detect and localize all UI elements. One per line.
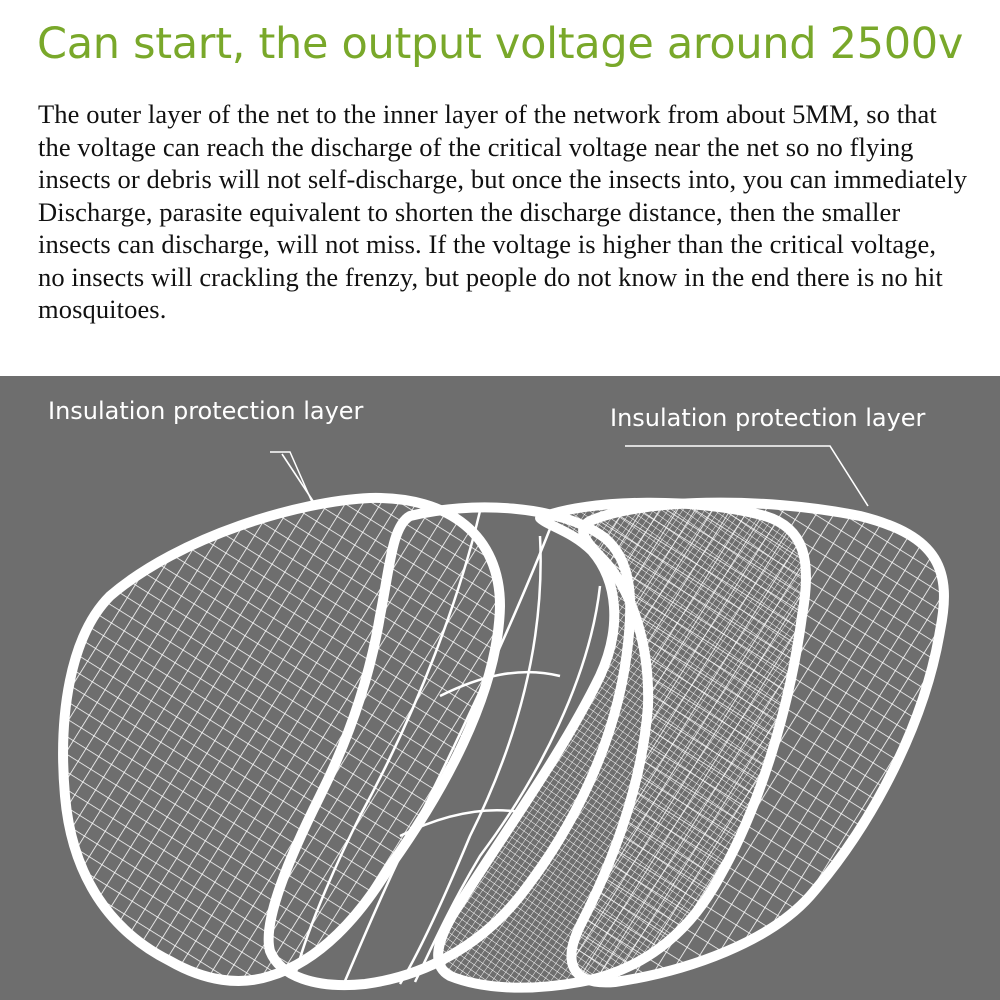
insulation-label-right: Insulation protection layer <box>610 404 926 432</box>
mesh-layers-illustration <box>0 376 1000 1000</box>
mesh-diagram <box>0 376 1000 1000</box>
insulation-label-left: Insulation protection layer <box>48 397 364 425</box>
description-text: The outer layer of the net to the inner layer of the network from about 5MM, so that the voltage can reach the discharge of the critical voltage near the net so no flying insects or debris will not self-discharge, but once the insects into, you can immediately Discharge, parasite equivalent to shorten the discharge distance, then the smaller insects can discharge, will not miss. If the voltage is higher than the critical voltage, no insects will crackling the frenzy, but people do not know in the end there is no hit mosquitoes. <box>38 99 968 324</box>
headline: Can start, the output voltage around 2500v <box>37 19 963 69</box>
